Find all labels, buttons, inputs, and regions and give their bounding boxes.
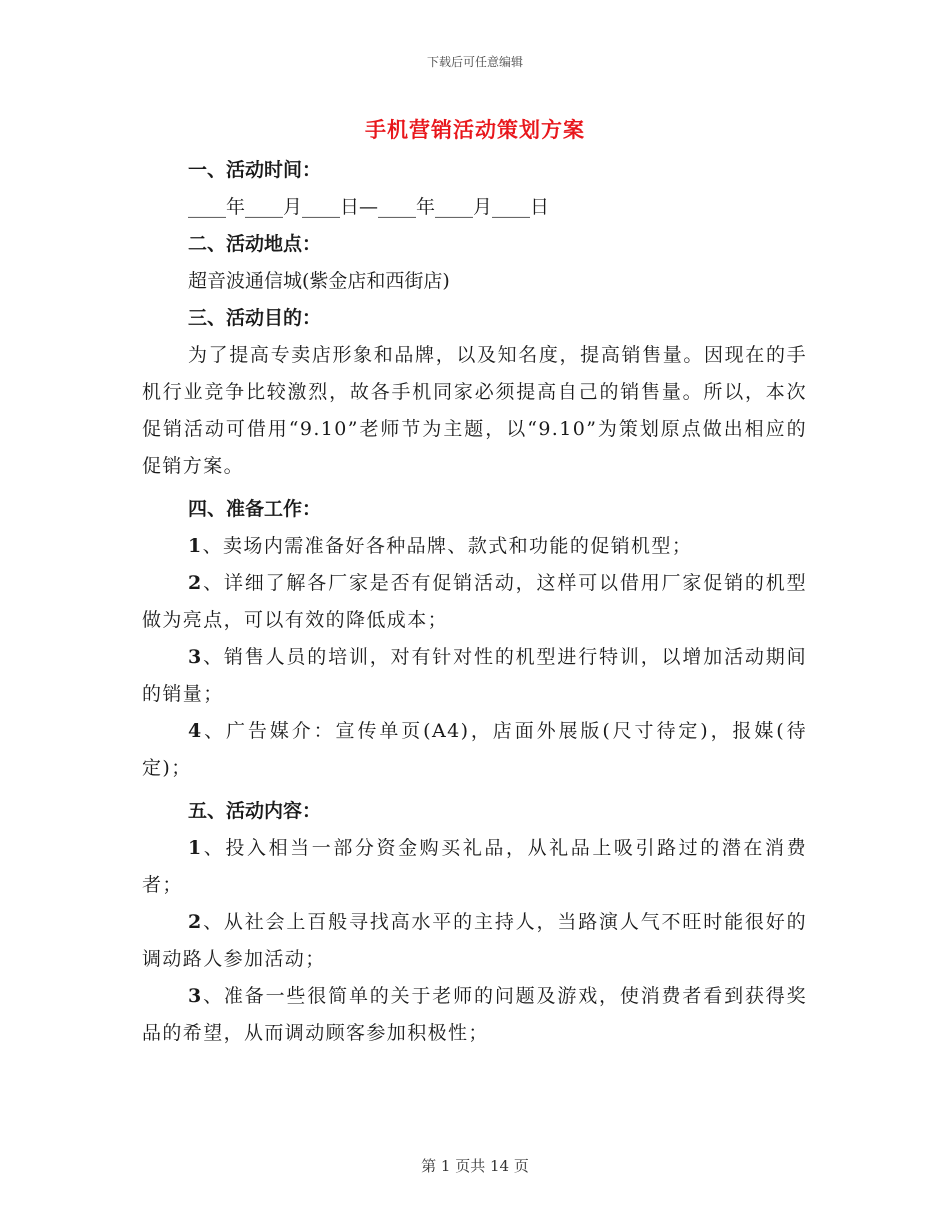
item-text: 、广告媒介：宣传单页(A4)，店面外展版(尺寸待定)，报媒(待定)； <box>142 720 807 779</box>
list-item <box>142 565 807 639</box>
item-number: 2 <box>188 911 203 933</box>
list-item <box>142 639 807 713</box>
section-heading-preparation: 四、准备工作： <box>188 498 322 520</box>
item-number: 3 <box>188 985 203 1007</box>
section-heading-location: 二、活动地点： <box>188 233 322 255</box>
list-item <box>142 978 807 1052</box>
activity-time-text: ____年____月____日—____年____月____日 <box>188 196 550 218</box>
item-text: 、销售人员的培训，对有针对性的机型进行特训，以增加活动期间的销量； <box>142 646 807 705</box>
section-heading-time: 一、活动时间： <box>188 159 322 181</box>
item-number: 4 <box>188 720 203 742</box>
section-heading-purpose: 三、活动目的： <box>188 307 322 329</box>
item-text: 、投入相当一部分资金购买礼品，从礼品上吸引路过的潜在消费者； <box>142 837 807 896</box>
item-number: 1 <box>188 837 203 859</box>
item-number: 1 <box>188 535 203 557</box>
list-item <box>142 713 807 787</box>
item-number: 2 <box>188 572 203 594</box>
list-item <box>142 904 807 978</box>
activity-location-text: 超音波通信城(紫金店和西街店) <box>188 270 450 292</box>
item-text: 、详细了解各厂家是否有促销活动，这样可以借用厂家促销的机型做为亮点，可以有效的降低成本； <box>142 572 807 631</box>
list-item <box>142 830 807 904</box>
page-footer: 第 1 页共 14 页 <box>421 1157 529 1175</box>
item-text: 、准备一些很简单的关于老师的问题及游戏，使消费者看到获得奖品的希望，从而调动顾客参加积极性； <box>142 985 807 1044</box>
document-body <box>142 152 807 1052</box>
activity-purpose-paragraph: 为了提高专卖店形象和品牌，以及知名度，提高销售量。因现在的手机行业竞争比较激烈，故各手机同家必须提高自己的销售量。所以，本次促销活动可借用“9.10”老师节为主题，以“9.10”为策划原点做出相应的促销方案。 <box>142 344 807 477</box>
header-note: 下载后可任意编辑 <box>426 55 523 69</box>
item-text: 、卖场内需准备好各种品牌、款式和功能的促销机型； <box>202 535 693 557</box>
section-heading-content: 五、活动内容： <box>188 800 322 822</box>
item-text: 、从社会上百般寻找高水平的主持人，当路演人气不旺时能很好的调动路人参加活动； <box>142 911 807 970</box>
item-number: 3 <box>188 646 203 668</box>
page-title: 手机营销活动策划方案 <box>365 117 585 142</box>
list-item <box>142 528 807 565</box>
